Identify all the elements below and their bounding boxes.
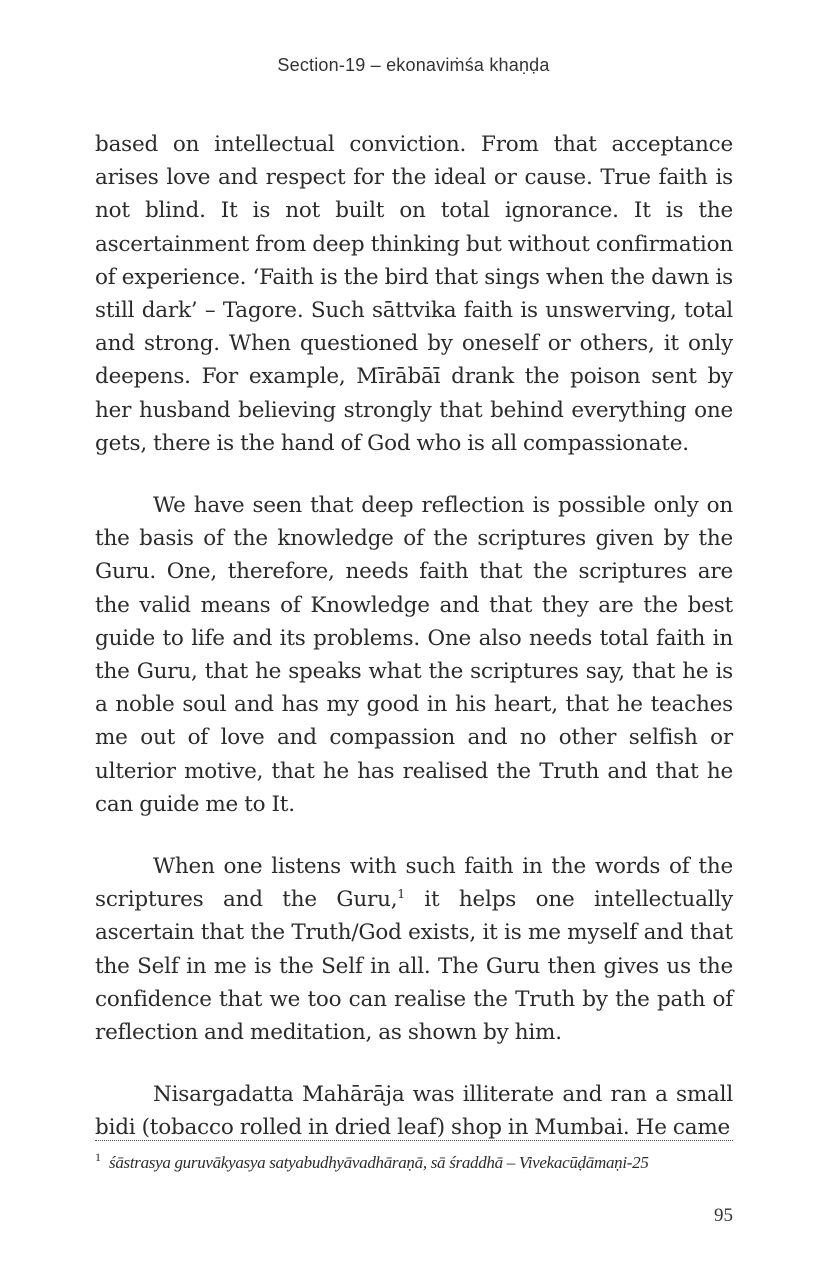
paragraph-3-text-after: it helps one intellectually ascertain that the Truth/God exists, it is me myself and that the Self in me is the Self in all. The Guru then gives us the confidence that we too can realise the Truth by the path of reflection and meditation, as shown by him. (95, 887, 733, 1046)
paragraph-3-text-before: When one listens with such faith in the words of the scriptures and the Guru, (95, 854, 733, 913)
paragraph-2: We have seen that deep reflection is possible only on the basis of the knowledge of the scriptures given by the Guru. One, therefore, needs faith that the scriptures are the valid means of Knowledge and that they are the best guide to life and its problems. One also needs total faith in the Guru, that he speaks what the scriptures say, that he is a noble soul and has my good in his heart, that he teaches me out of love and compassion and no other selfish or ulterior motive, that he has realised the Truth and that he can guide me to It. (95, 493, 733, 817)
footnote-reference[interactable]: 1 (397, 887, 405, 902)
paragraph-3 (95, 850, 733, 1049)
footnote (95, 1151, 735, 1175)
body-text (95, 128, 733, 1145)
footnote-divider (95, 1140, 733, 1141)
footnote-number: 1 (95, 1150, 101, 1165)
running-head: Section-19 – ekonaviṁśa khaṇḍa (277, 55, 550, 75)
page-number: 95 (714, 1205, 733, 1226)
footnote-text: śāstrasya guruvākyasya satyabudhyāvadhāraṇā, sā śraddhā – Vivekacūḍāmaṇi-25 (109, 1153, 649, 1172)
paragraph-4: Nisargadatta Mahārāja was illiterate and ran a small bidi (tobacco rolled in dried leaf) shop in Mumbai. He came (95, 1082, 733, 1141)
paragraph-1: based on intellectual conviction. From that acceptance arises love and respect for the ideal or cause. True faith is not blind. It is not built on total ignorance. It is the ascertainment from deep thinking but without confirmation of experience. ‘Faith is the bird that sings when the dawn is still dark’ – Tagore. Such sāttvika faith is unswerving, total and strong. When questioned by oneself or others, it only deepens. For example, Mīrābāī drank the poison sent by her husband believing strongly that behind everything one gets, there is the hand of God who is all compassionate. (95, 132, 733, 456)
